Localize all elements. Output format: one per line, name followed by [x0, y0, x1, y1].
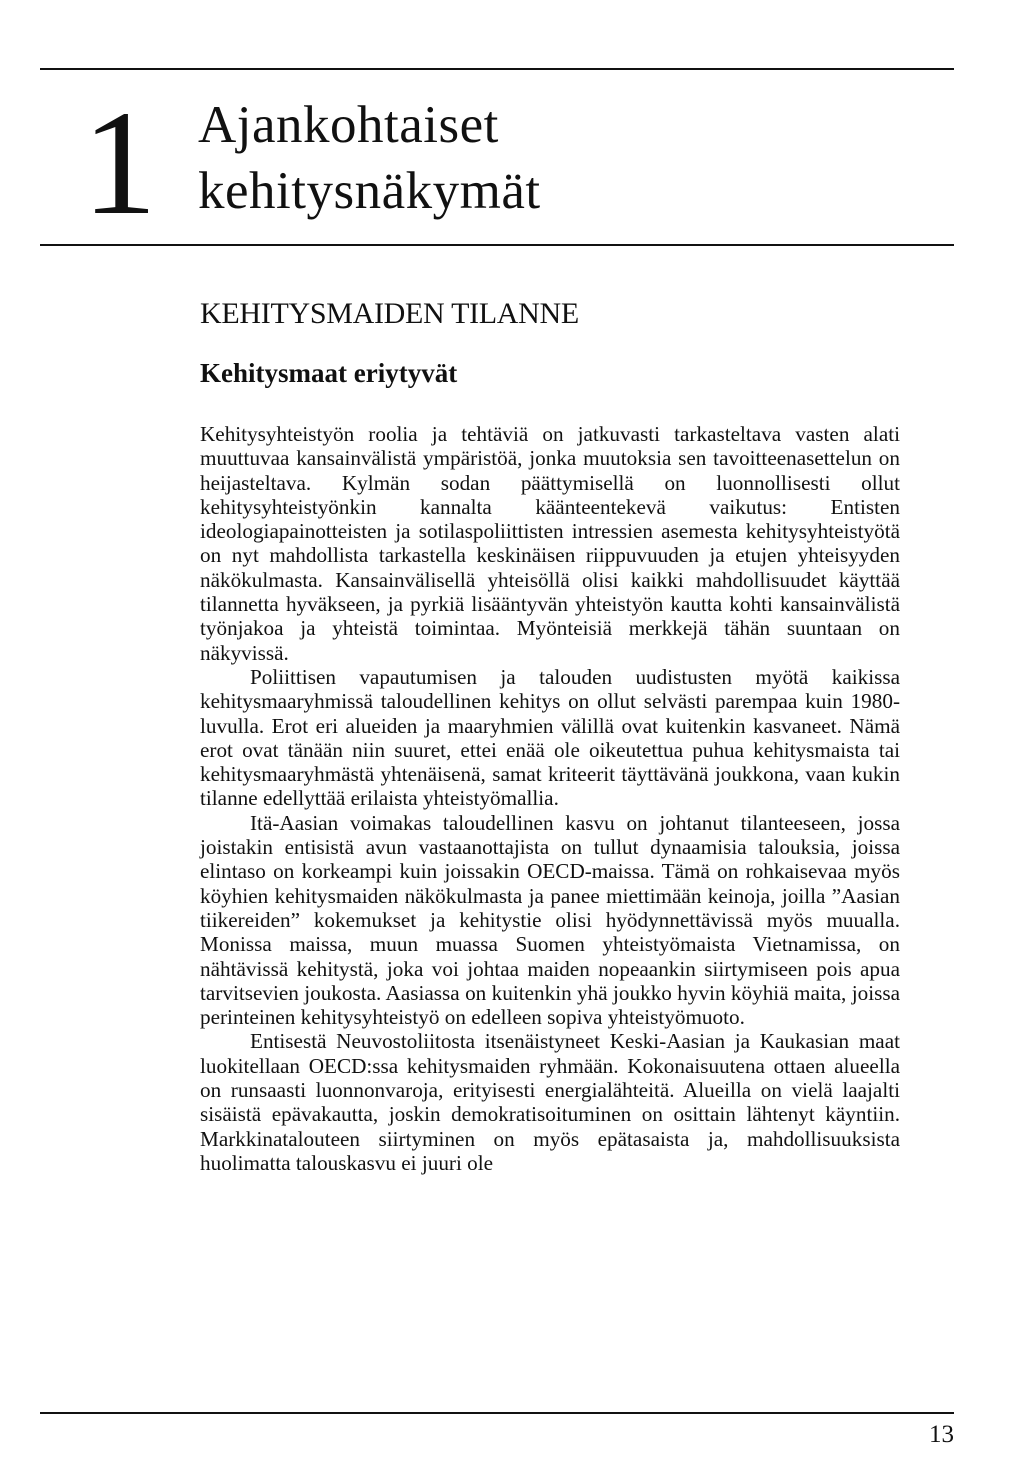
chapter-title-line-1: Ajankohtaiset — [198, 96, 499, 154]
paragraph-1: Kehitysyhteistyön roolia ja tehtäviä on jatkuvasti tarkasteltava vasten alati muuttuvaa kansainvälistä ympäristöä, jonka muutoksia sen tavoitteenasettelun on heijasteltava. Kylmän sodan päättymisellä on luonnollisesti ollut kehitysyhteistyönkin kannalta käänteentekevä vaikutus: Entisten ideologiapainotteisten ja sotilaspoliittisten intressien asemesta kehitysyhteistyötä on nyt mahdollista tarkastella keskinäisen riippuvuuden ja etujen yhteisyyden näkökulmasta. Kansainvälisellä yhteisöllä olisi kaikki mahdollisuudet käyttää tilannetta hyväkseen, ja pyrkiä lisääntyvän yhteistyön kautta kohti kansainvälistä työnjakoa ja yhteistä toimintaa. Myönteisiä merkkejä tähän suuntaan on näkyvissä. — [200, 422, 900, 665]
chapter-divider-rule — [40, 244, 954, 246]
paragraph-2: Poliittisen vapautumisen ja talouden uudistusten myötä kaikissa kehitysmaaryhmissä taloudellinen kehitys on ollut selvästi parempaa kuin 1980-luvulla. Erot eri alueiden ja maaryhmien välillä ovat kuitenkin kasvaneet. Nämä erot ovat tänään niin suuret, ettei enää ole oikeutettua puhua kehitysmaista tai kehitysmaaryhmästä yhtenäisenä, samat kriteerit täyttävänä joukkona, vaan kukin tilanne edellyttää erilaista yhteistyömallia. — [200, 664, 900, 811]
page-number: 13 — [929, 1421, 954, 1448]
chapter-title — [198, 92, 541, 224]
footer-rule — [40, 1412, 954, 1414]
section-heading: KEHITYSMAIDEN TILANNE — [200, 297, 579, 330]
top-rule — [40, 68, 954, 70]
chapter-number: 1 — [82, 80, 157, 246]
paragraph-3: Itä-Aasian voimakas taloudellinen kasvu on johtanut tilanteeseen, jossa joistakin entisistä avun vastaanottajista on tullut dynaamisia talouksia, joissa elintaso on korkeampi kuin joissakin OECD-maissa. Tämä on rohkaisevaa myös köyhien kehitysmaiden näkökulmasta ja panee miettimään keinoja, joilla ”Aasian tiikereiden” kokemukset ja kehitystie olisi hyödynnettävissä myös muualla. Monissa maissa, muun muassa Suomen yhteistyömaista Vietnamissa, on nähtävissä kehitystä, joka voi johtaa maiden nopeaankin siirtymiseen pois apua tarvitsevien joukosta. Aasiassa on kuitenkin yhä joukko hyvin köyhiä maita, joissa perinteinen kehitysyhteistyö on edelleen sopiva yhteistyömuoto. — [200, 810, 900, 1030]
paragraph-4: Entisestä Neuvostoliitosta itsenäistyneet Keski-Aasian ja Kaukasian maat luokitellaan OECD:ssa kehitysmaiden ryhmään. Kokonaisuutena ottaen alueella on runsaasti luonnonvaroja, erityisesti energialähteitä. Alueilla on vielä laajalti sisäistä epävakautta, joskin demokratisoituminen on osittain lähtenyt käyntiin. Markkinatalouteen siirtyminen on myös epätasaista ja, mahdollisuuksista huolimatta talouskasvu ei juuri ole — [200, 1029, 900, 1175]
chapter-title-line-2: kehitysnäkymät — [198, 162, 541, 220]
sub-heading: Kehitysmaat eriytyvät — [200, 358, 458, 388]
body-text — [200, 422, 900, 1175]
